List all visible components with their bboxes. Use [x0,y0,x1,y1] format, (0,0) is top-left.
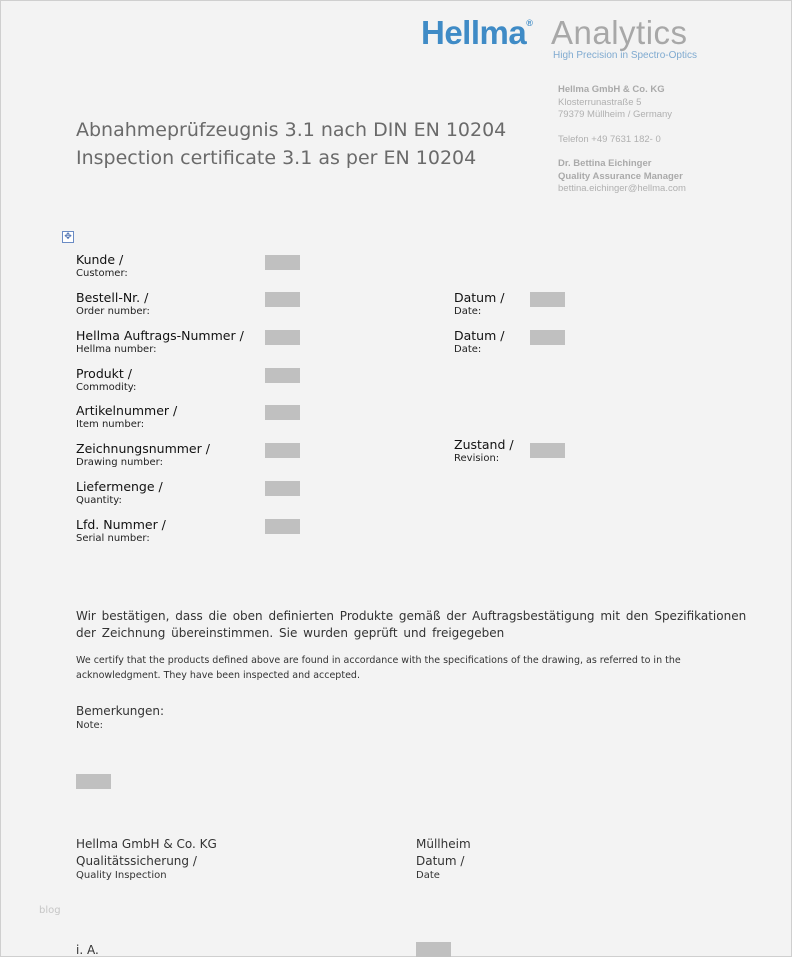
document-title [76,116,506,172]
statement-german: Wir bestätigen, dass die oben definierten Produkte gemäß der Auftragsbestätigung mit den Spezifikationen der Zeichnung übereinstimmen. Sie wurden geprüft und freigegeben [76,609,747,640]
contact-name: Dr. Bettina Eichinger [558,158,652,169]
revision-label-en: Revision: [454,453,500,464]
serial-number-label-en: Serial number: [76,533,150,544]
customer-field[interactable] [265,255,300,270]
customer-label-en: Customer: [76,268,128,279]
hellma-date-label-de: Datum / [454,328,505,343]
statement-english: We certify that the products defined above are found in accordance with the specifications of the drawing, as referred to in the acknowledgment. They have been inspected and accepted. [76,655,681,681]
item-number-label-en: Item number: [76,419,145,430]
address-phone: Telefon +49 7631 182- 0 [558,133,661,145]
address-city: 79379 Müllheim / Germany [558,109,673,120]
commodity-field[interactable] [265,368,300,383]
signature-date-field[interactable] [416,942,451,957]
footer-company: Hellma GmbH & Co. KG [76,837,217,851]
revision-label-de: Zustand / [454,437,514,452]
hellma-number-label-de: Hellma Auftrags-Nummer / [76,328,244,343]
logo-tagline: High Precision in Spectro-Optics [553,50,697,61]
item-number-field[interactable] [265,405,300,420]
commodity-label-en: Commodity: [76,382,137,393]
drawing-number-label-en: Drawing number: [76,457,163,468]
drawing-number-field[interactable] [265,443,300,458]
revision-field[interactable] [530,443,565,458]
quantity-label-en: Quantity: [76,495,122,506]
drawing-number-label-de: Zeichnungsnummer / [76,441,210,456]
order-number-label-en: Order number: [76,306,150,317]
remarks-label-en: Note: [76,720,104,731]
logo-analytics: Analytics [551,14,688,51]
remarks-label-de: Bemerkungen: [76,704,165,718]
hellma-number-field[interactable] [265,330,300,345]
customer-label-de: Kunde / [76,252,124,267]
quality-label-en: Quality Inspection [76,870,167,881]
commodity-label-de: Produkt / [76,366,133,381]
order-number-label-de: Bestell-Nr. / [76,290,149,305]
footer-place: Müllheim [416,837,471,851]
remarks-field[interactable] [76,774,111,789]
serial-number-label-de: Lfd. Nummer / [76,517,166,532]
hellma-analytics-logo [421,14,721,64]
quantity-field[interactable] [265,481,300,496]
watermark-text: blog [39,905,61,916]
address-street: Klosterrunastraße 5 [558,96,642,108]
quantity-label-de: Liefermenge / [76,479,163,494]
address-company: Hellma GmbH & Co. KG [558,84,665,95]
sender-address [558,84,686,196]
logo-registered-mark: ® [526,18,533,28]
hellma-date-field[interactable] [530,330,565,345]
hellma-number-label-en: Hellma number: [76,344,157,355]
hellma-date-label-en: Date: [454,344,482,355]
title-german: Abnahmeprüfzeugnis 3.1 nach DIN EN 10204 [76,119,507,141]
logo-hellma-text: Hellma [421,14,527,51]
table-move-handle-icon[interactable]: ✥ [62,231,74,243]
quality-label-de: Qualitätssicherung / [76,854,197,868]
title-english: Inspection certificate 3.1 as per EN 10204 [76,147,477,169]
order-number-field[interactable] [265,292,300,307]
item-number-label-de: Artikelnummer / [76,403,178,418]
serial-number-field[interactable] [265,519,300,534]
order-date-field[interactable] [530,292,565,307]
footer-date-label-de: Datum / [416,854,465,868]
contact-role: Quality Assurance Manager [558,170,683,182]
order-date-label-de: Datum / [454,290,505,305]
footer-date-label-en: Date [416,870,440,881]
contact-email: bettina.eichinger@hellma.com [558,183,686,194]
signature-ia: i. A. [76,943,99,957]
logo-hellma [421,14,532,52]
order-date-label-en: Date: [454,306,482,317]
